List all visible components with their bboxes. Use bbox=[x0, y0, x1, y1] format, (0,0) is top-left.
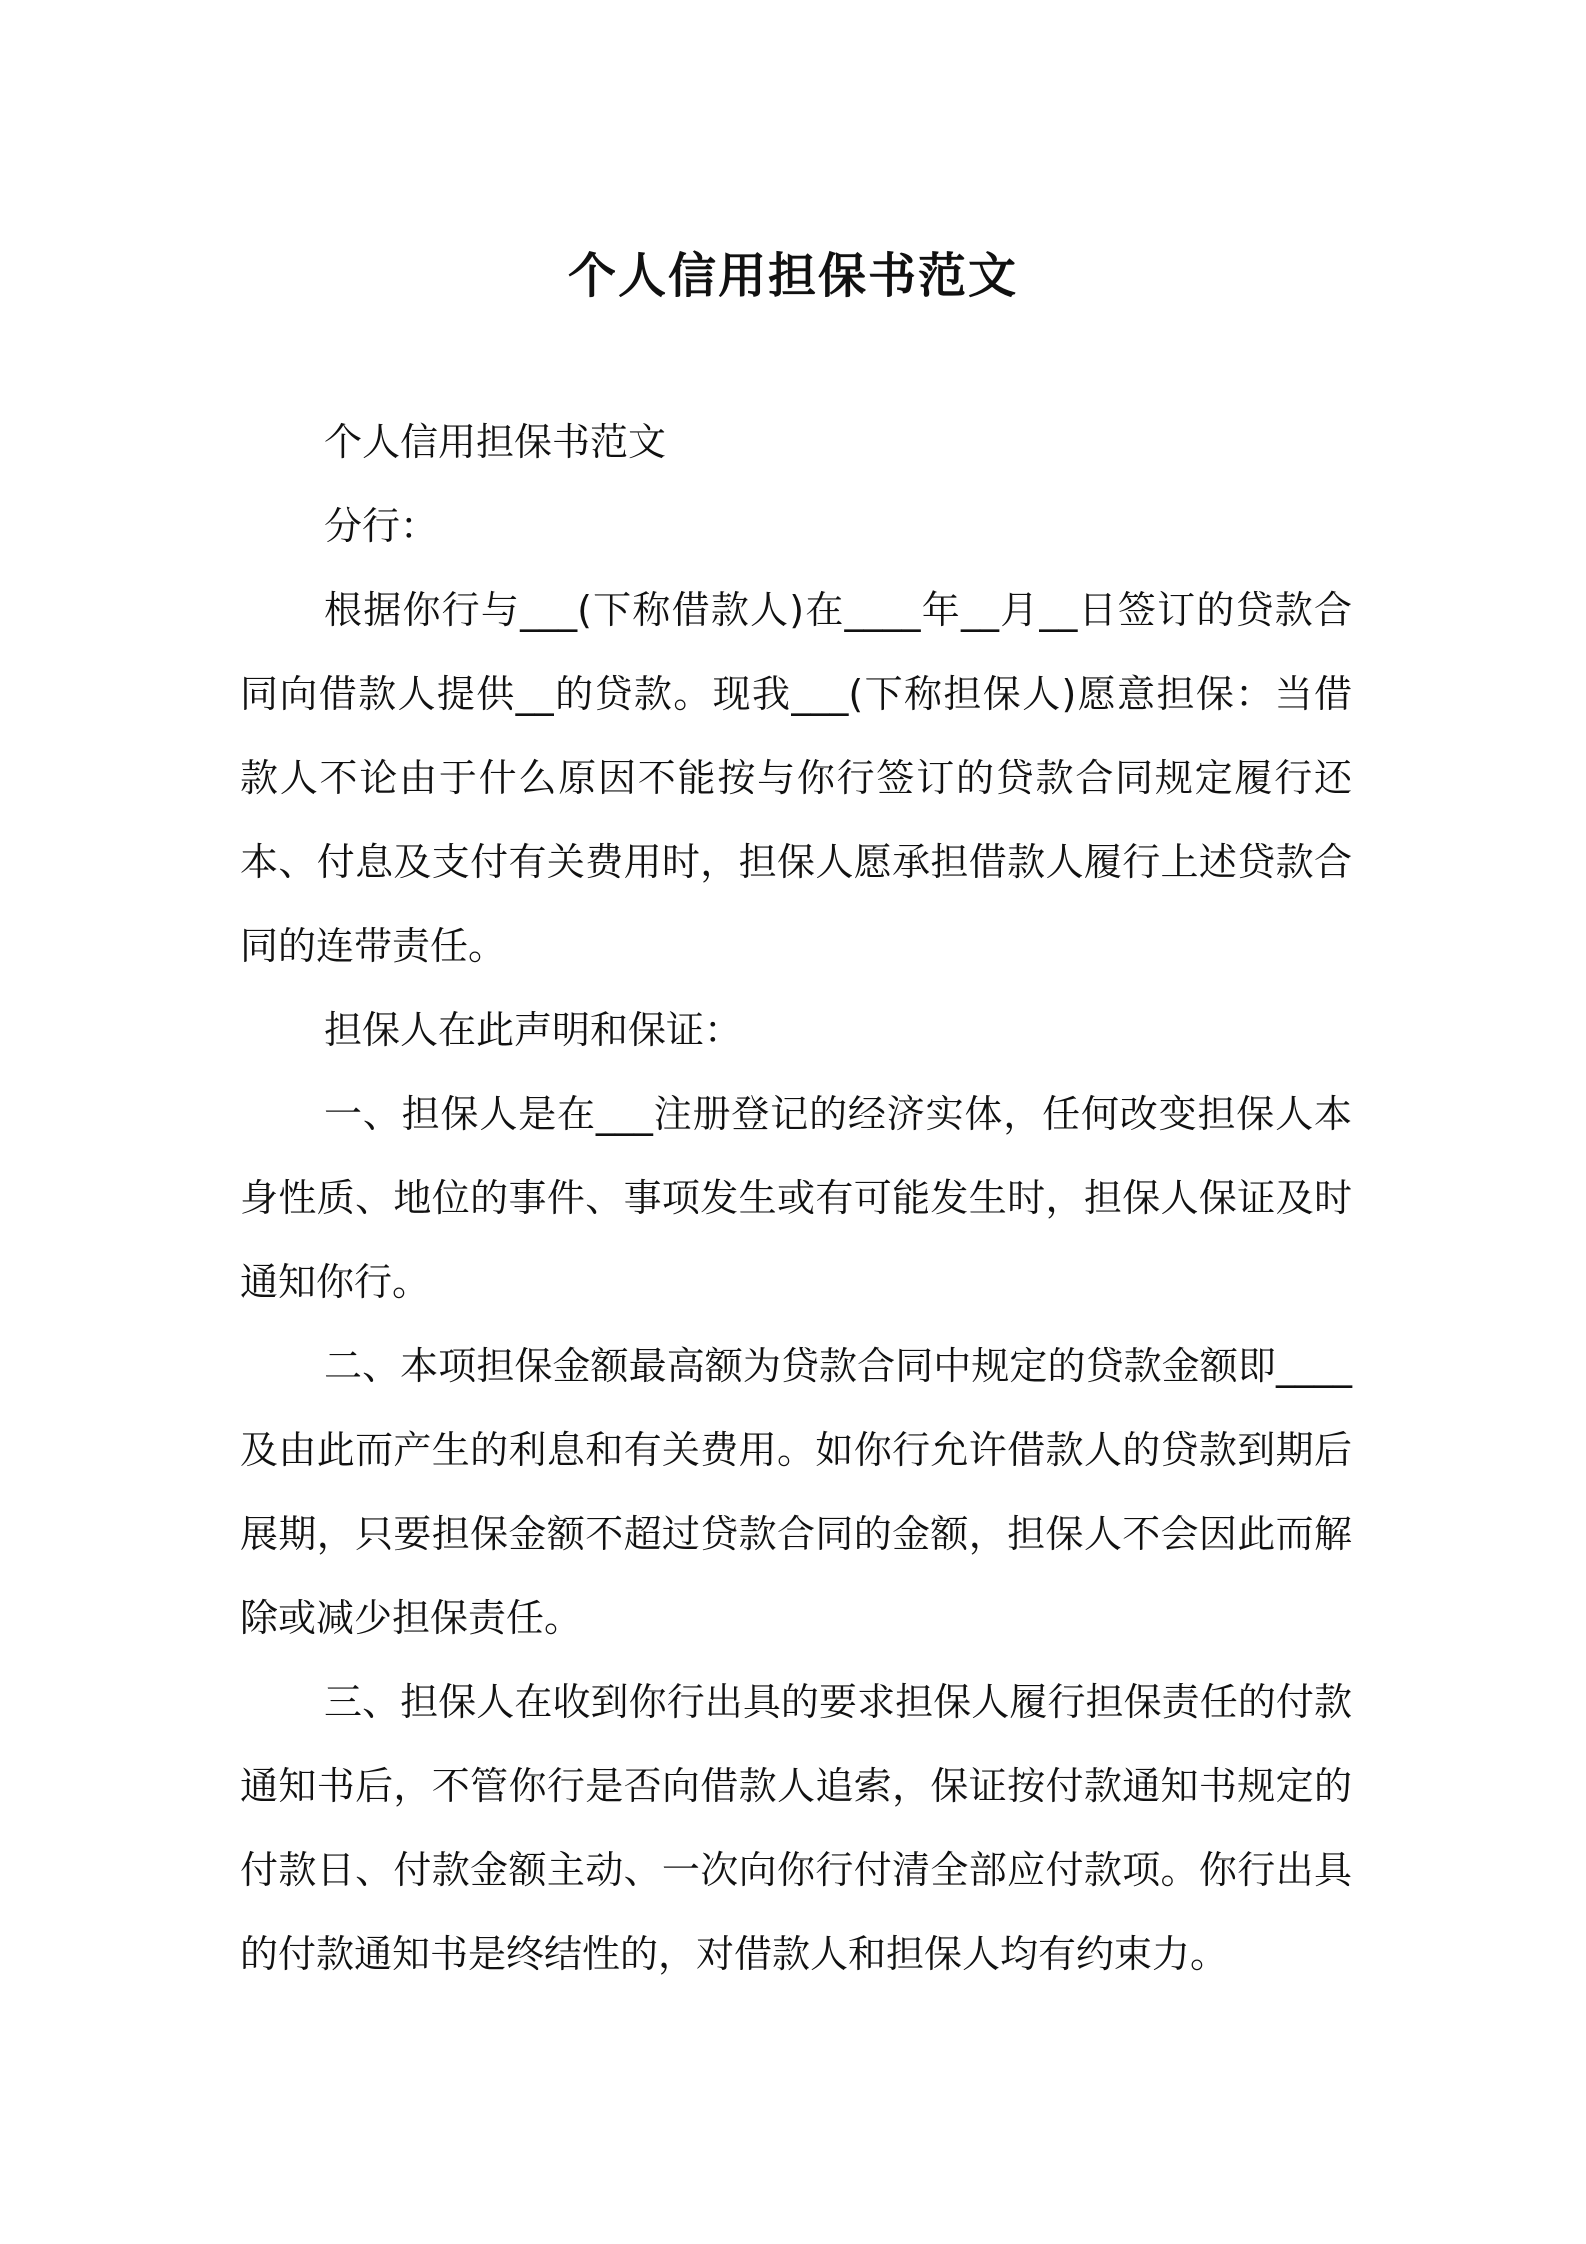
document-body bbox=[240, 400, 1352, 1996]
document-title: 个人信用担保书范文 bbox=[567, 248, 1018, 305]
paragraph-clause-1: 一、担保人是在___注册登记的经济实体，任何改变担保人本身性质、地位的事件、事项发生或有可能发生时，担保人保证及时通知你行。 bbox=[240, 1092, 1352, 1304]
paragraph-salutation: 分行： bbox=[324, 504, 439, 548]
paragraph-clause-3: 三、担保人在收到你行出具的要求担保人履行担保责任的付款通知书后，不管你行是否向借款人追索，保证按付款通知书规定的付款日、付款金额主动、一次向你行付清全部应付款项。你行出具的付款通知书是终结性的，对借款人和担保人均有约束力。 bbox=[240, 1680, 1352, 1976]
paragraph-subtitle: 个人信用担保书范文 bbox=[324, 420, 667, 464]
paragraph-declaration-heading: 担保人在此声明和保证： bbox=[324, 1008, 743, 1052]
paragraph-intro: 根据你行与___(下称借款人)在____年__月__日签订的贷款合同向借款人提供__的贷款。现我___(下称担保人)愿意担保：当借款人不论由于什么原因不能按与你行签订的贷款合同规定履行还本、付息及支付有关费用时，担保人愿承担借款人履行上述贷款合同的连带责任。 bbox=[240, 588, 1352, 968]
paragraph-clause-2: 二、本项担保金额最高额为贷款合同中规定的贷款金额即____及由此而产生的利息和有关费用。如你行允许借款人的贷款到期后展期，只要担保金额不超过贷款合同的金额，担保人不会因此而解除或减少担保责任。 bbox=[240, 1344, 1352, 1640]
